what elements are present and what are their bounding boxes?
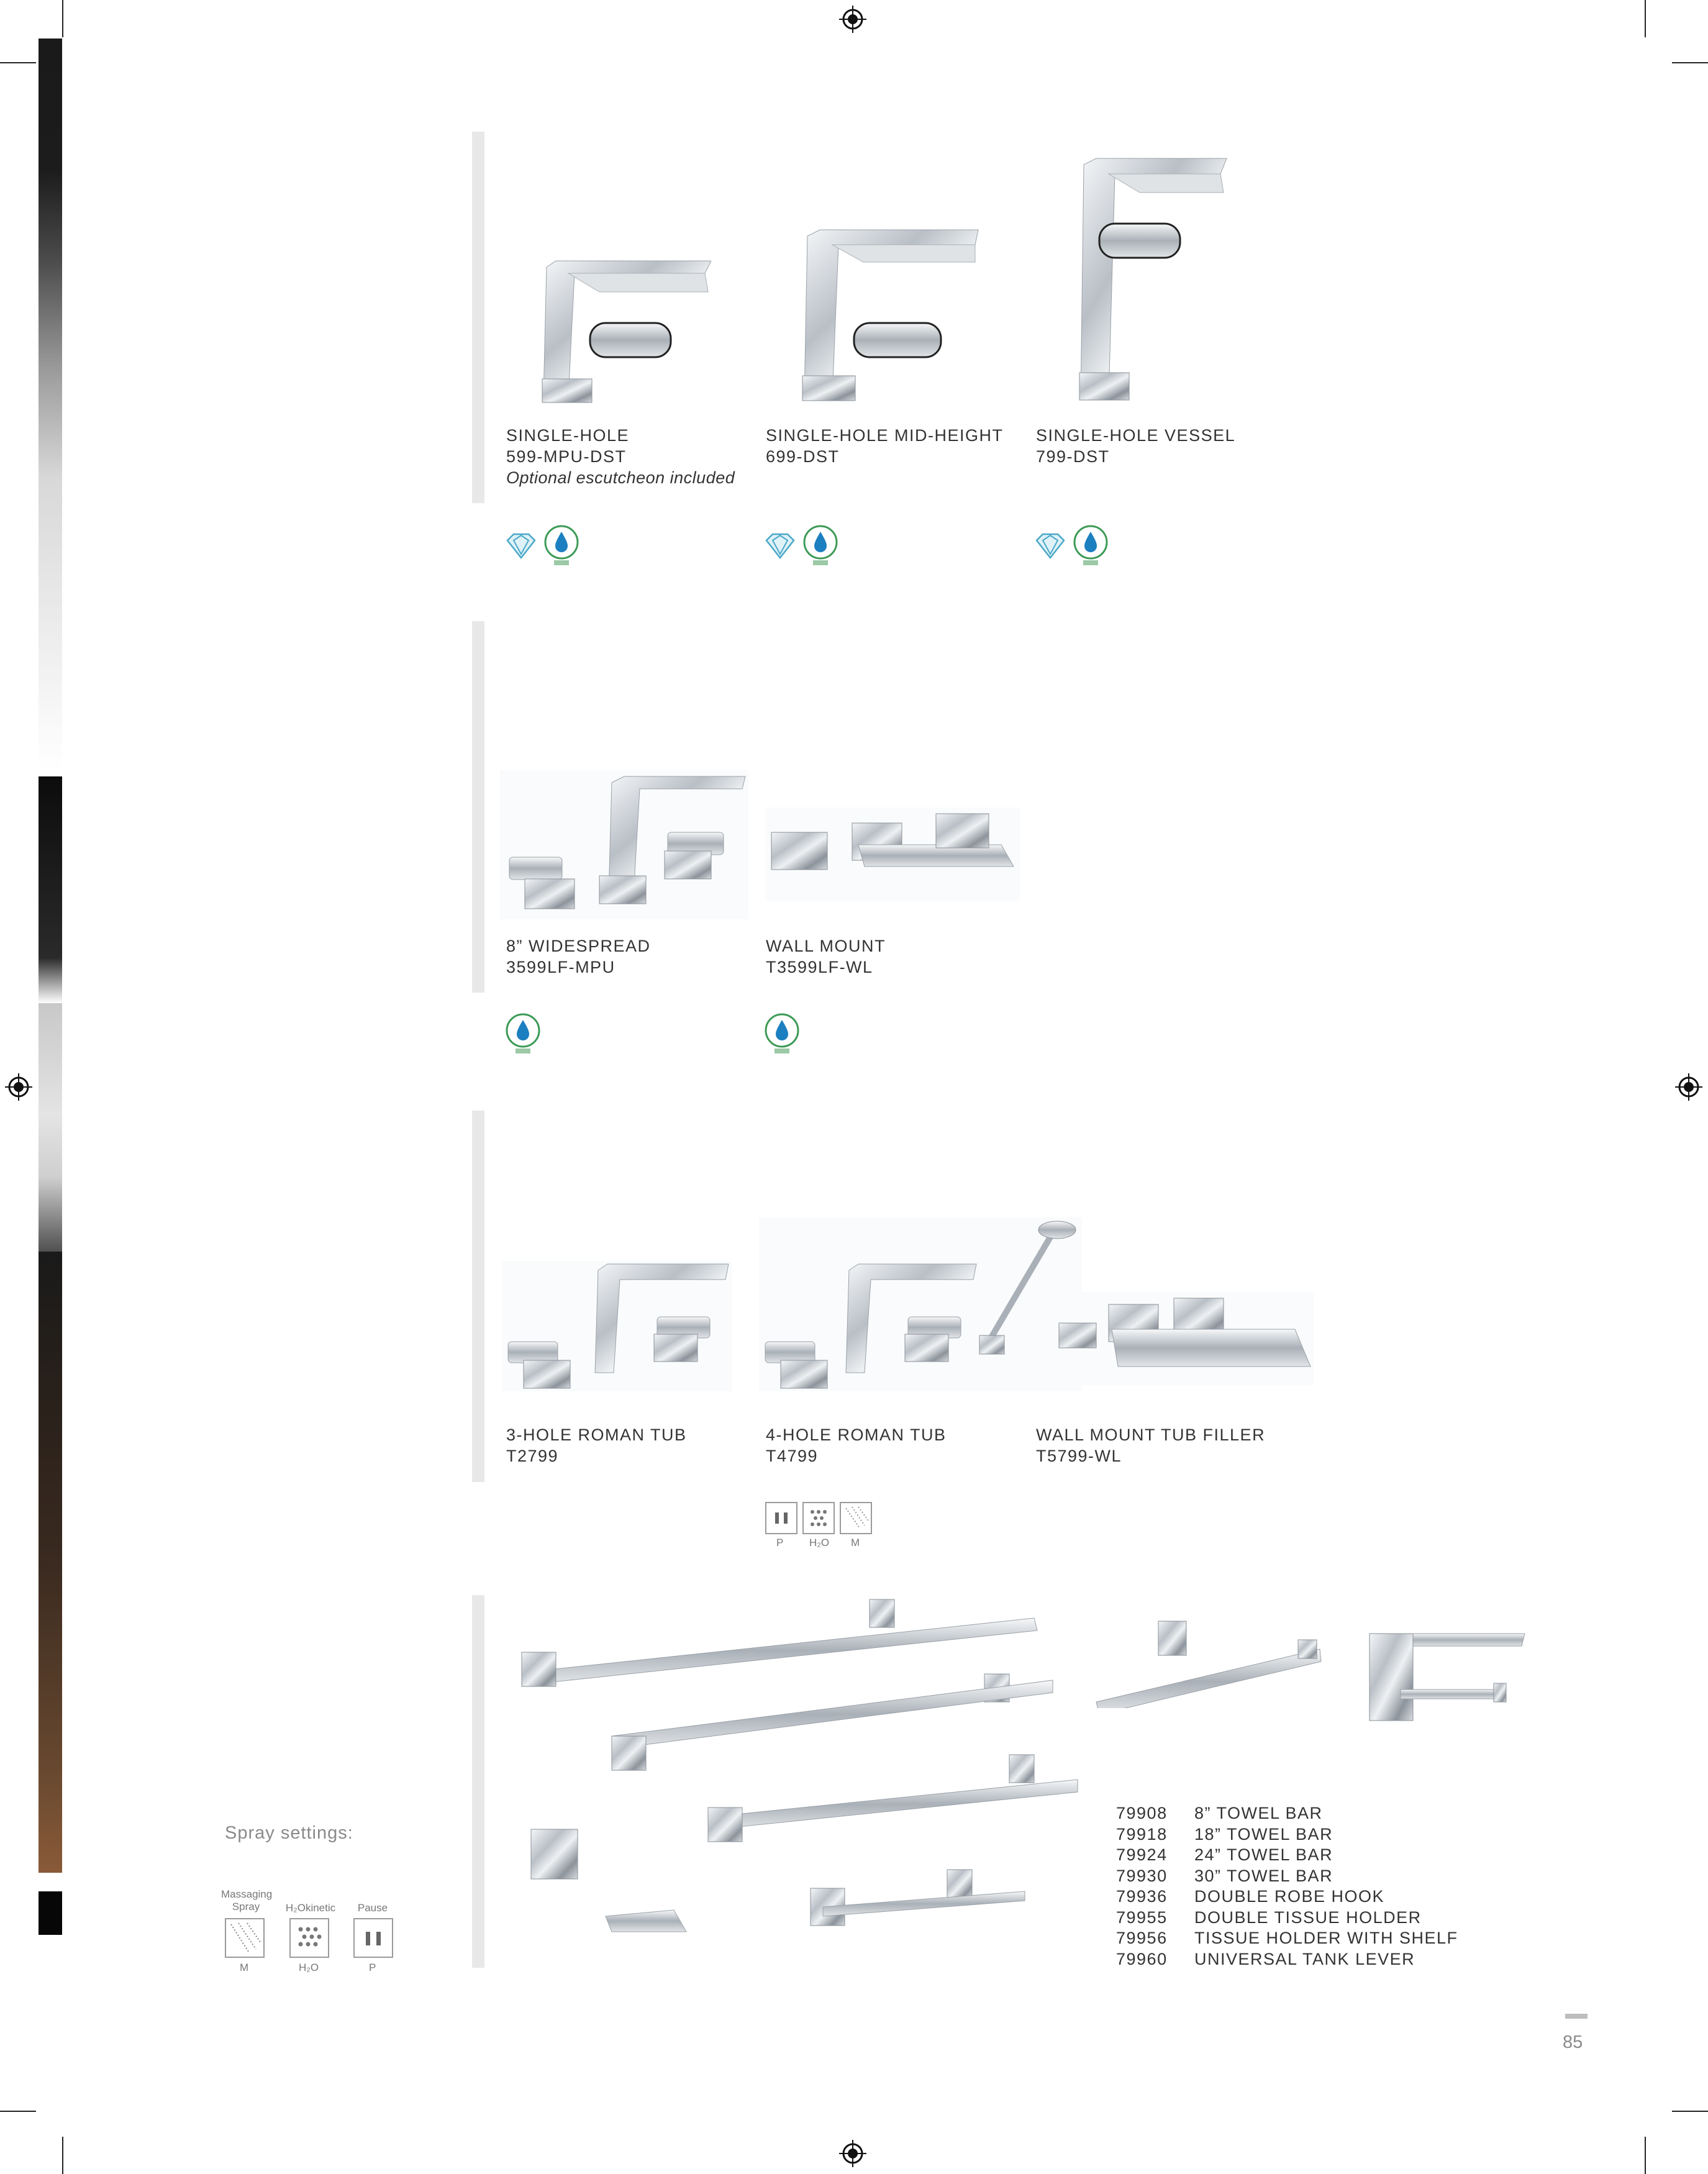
product-name: SINGLE-HOLE	[506, 426, 630, 445]
spray-legend-code-m: M	[240, 1962, 249, 1973]
color-calibration-bar	[39, 39, 62, 771]
certification-icons	[505, 524, 579, 568]
watersense-icon	[764, 1012, 800, 1056]
registration-mark-icon	[1675, 1073, 1702, 1101]
product-name: 4-HOLE ROMAN TUB	[766, 1426, 947, 1444]
product-label-wall-mount	[766, 935, 886, 978]
product-name: SINGLE-HOLE MID-HEIGHT	[766, 426, 1004, 445]
part-description: 8” TOWEL BAR	[1194, 1804, 1323, 1822]
registration-mark-icon	[5, 1073, 32, 1101]
diamond-seal-icon	[764, 532, 796, 560]
section-divider-bar	[472, 1595, 484, 1968]
product-name: SINGLE-HOLE VESSEL	[1036, 426, 1236, 445]
part-description: UNIVERSAL TANK LEVER	[1194, 1949, 1415, 1968]
product-label-widespread	[506, 935, 651, 978]
faucet-photo-single-hole	[531, 255, 711, 404]
product-label-mid-height	[766, 425, 1004, 467]
tub-photo-4-hole	[759, 1217, 1082, 1391]
crop-mark	[1672, 62, 1708, 63]
faucet-photo-wall-mount	[765, 807, 1020, 901]
crop-mark	[1645, 0, 1646, 37]
certification-icons	[764, 1012, 800, 1056]
registration-mark-icon	[839, 2140, 866, 2167]
part-description: 30” TOWEL BAR	[1194, 1866, 1333, 1885]
color-calibration-bar	[39, 1003, 62, 1252]
product-model: T4799	[766, 1447, 819, 1465]
crop-mark	[1672, 2111, 1708, 2112]
product-model: T2799	[506, 1447, 559, 1465]
crop-mark	[1645, 2137, 1646, 2174]
product-model: 699-DST	[766, 447, 840, 466]
massaging-spray-icon	[840, 1502, 872, 1534]
product-note: Optional escutcheon included	[506, 468, 735, 487]
spray-legend-label-h2okinetic: H₂Okinetic	[285, 1902, 336, 1914]
list-item	[1116, 1803, 1458, 1824]
pause-icon	[353, 1918, 393, 1958]
part-number: 79956	[1116, 1929, 1168, 1947]
product-label-wall-mount-tub-filler	[1036, 1424, 1265, 1467]
product-model: T3599LF-WL	[766, 958, 873, 976]
list-item	[1116, 1949, 1458, 1970]
product-label-4-hole-tub	[766, 1424, 947, 1467]
crop-mark	[0, 2111, 36, 2112]
part-number: 79930	[1116, 1866, 1168, 1885]
section-divider-bar	[472, 621, 484, 993]
list-item	[1116, 1824, 1458, 1845]
list-item	[1116, 1845, 1458, 1866]
part-description: TISSUE HOLDER WITH SHELF	[1194, 1929, 1458, 1947]
part-description: 24” TOWEL BAR	[1194, 1845, 1333, 1864]
certification-icons	[764, 524, 838, 568]
product-label-3-hole-tub	[506, 1424, 687, 1467]
part-number: 79960	[1116, 1949, 1168, 1968]
product-model: 799-DST	[1036, 447, 1110, 466]
crop-mark	[0, 62, 36, 63]
list-item	[1116, 1866, 1458, 1887]
section-divider-bar	[472, 1111, 484, 1482]
product-model: T5799-WL	[1036, 1447, 1122, 1465]
tub-photo-3-hole	[502, 1261, 732, 1391]
product-name: 3-HOLE ROMAN TUB	[506, 1426, 687, 1444]
part-number: 79924	[1116, 1845, 1168, 1864]
faucet-photo-single-hole-mid-height	[789, 224, 981, 404]
spray-legend-code-h2o: H₂O	[299, 1962, 319, 1973]
list-item	[1116, 1886, 1458, 1908]
part-description: 18” TOWEL BAR	[1194, 1824, 1333, 1844]
diamond-seal-icon	[1034, 532, 1066, 560]
page-number: 85	[1563, 2032, 1583, 2052]
accessory-photo-tissue-holder-with-shelf	[1363, 1621, 1531, 1733]
product-label-single-hole	[506, 425, 735, 488]
faucet-photo-widespread	[500, 770, 748, 919]
product-name: WALL MOUNT	[766, 937, 886, 955]
pause-label: P	[776, 1537, 784, 1549]
part-number: 79918	[1116, 1824, 1168, 1844]
accessories-list	[1116, 1803, 1458, 1970]
color-calibration-bar	[39, 776, 62, 1003]
list-item	[1116, 1928, 1458, 1949]
product-model: 3599LF-MPU	[506, 958, 616, 976]
product-name: 8” WIDESPREAD	[506, 937, 651, 955]
faucet-photo-single-hole-vessel	[1062, 155, 1230, 404]
spray-legend-label-pause: Pause	[357, 1902, 388, 1914]
registration-mark-icon	[839, 6, 866, 33]
part-description: DOUBLE ROBE HOOK	[1194, 1887, 1385, 1906]
part-number: 79908	[1116, 1804, 1168, 1822]
massaging-label: M	[851, 1537, 860, 1549]
watersense-icon	[505, 1012, 541, 1056]
color-calibration-bar	[39, 1252, 62, 1873]
page-number-dash	[1565, 2014, 1588, 2019]
h2okinetic-icon	[289, 1918, 329, 1958]
certification-icons	[505, 1012, 541, 1056]
pause-icon	[765, 1502, 797, 1534]
crop-mark	[62, 2137, 63, 2174]
massaging-spray-icon	[225, 1918, 265, 1958]
diamond-seal-icon	[505, 532, 537, 560]
section-divider-bar	[472, 132, 484, 503]
color-calibration-bar	[39, 1891, 62, 1935]
accessories-photo	[519, 1593, 1090, 1966]
certification-icons	[1034, 524, 1109, 568]
accessory-photo-8in-towel-bar	[1090, 1615, 1326, 1708]
crop-mark	[62, 0, 63, 37]
product-name: WALL MOUNT TUB FILLER	[1036, 1426, 1266, 1444]
spray-legend-label-massaging: Massaging Spray	[221, 1888, 273, 1912]
product-label-vessel	[1036, 425, 1235, 467]
h2okinetic-label: H₂O	[809, 1537, 830, 1549]
spray-legend-code-p: P	[369, 1962, 376, 1973]
watersense-icon	[802, 524, 838, 568]
h2okinetic-icon	[802, 1502, 835, 1534]
list-item	[1116, 1908, 1458, 1929]
part-number: 79936	[1116, 1887, 1168, 1906]
part-number: 79955	[1116, 1908, 1168, 1927]
part-description: DOUBLE TISSUE HOLDER	[1194, 1908, 1422, 1927]
watersense-icon	[1073, 524, 1109, 568]
product-model: 599-MPU-DST	[506, 447, 627, 466]
watersense-icon	[543, 524, 579, 568]
tub-photo-wall-mount-filler	[1053, 1292, 1314, 1385]
spray-settings-title: Spray settings:	[225, 1823, 353, 1843]
